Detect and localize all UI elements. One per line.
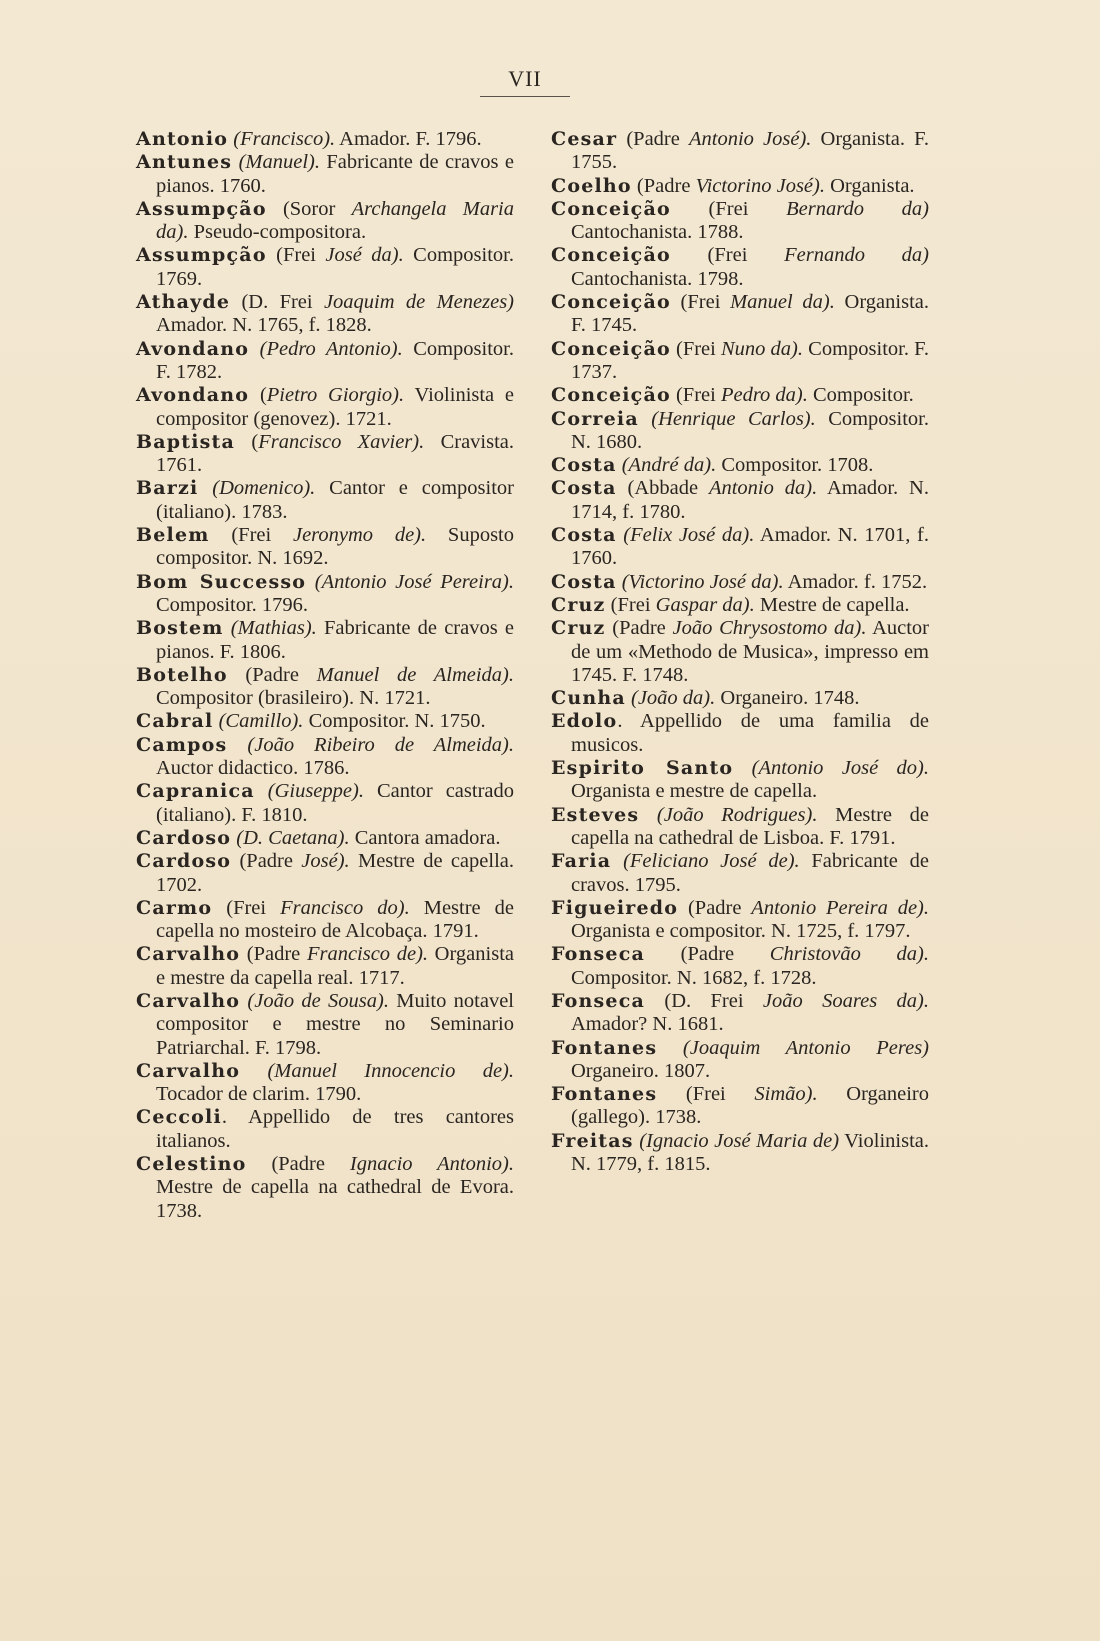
dictionary-entry: [551, 850, 929, 897]
dictionary-entry: [551, 524, 929, 571]
entry-given-name: (Camillo).: [218, 710, 304, 733]
entry-name: Costa: [551, 570, 617, 593]
dictionary-entry: [551, 687, 929, 710]
entry-given-name: João Soares da).: [762, 989, 929, 1012]
entry-given-name: Antonio Pereira de).: [751, 896, 929, 919]
entry-name: Conceição: [551, 291, 671, 314]
entry-given-name: (Victorino José da).: [621, 570, 784, 593]
entry-given-name: Manuel da).: [730, 291, 835, 314]
entry-given-name: José).: [301, 850, 350, 873]
dictionary-entry: [551, 594, 929, 617]
entry-text: Cantor e compositor (italiano). 1783.: [156, 477, 514, 523]
dictionary-entry: [136, 617, 514, 664]
entry-text: [306, 571, 315, 593]
entry-name: Ceccoli: [136, 1106, 222, 1129]
entry-text: [639, 804, 657, 826]
entry-name: Conceição: [551, 244, 671, 267]
dictionary-entry: [136, 850, 514, 897]
dictionary-entry: [551, 477, 929, 524]
entry-text: Amador. f. 1752.: [783, 570, 928, 593]
entry-given-name: (Giuseppe).: [267, 780, 364, 803]
entry-name: Antonio: [136, 128, 229, 150]
entry-given-name: (Antonio José Pereira).: [314, 570, 515, 593]
entry-text: Auctor didactico. 1786.: [156, 757, 350, 780]
entry-text: Tocador de clarim. 1790.: [156, 1083, 362, 1106]
dictionary-entry: [551, 454, 929, 477]
entry-given-name: (Antonio José do).: [751, 757, 929, 780]
dictionary-entry: [136, 827, 514, 850]
entry-text: Organista. F. 1745.: [571, 291, 929, 337]
dictionary-entry: [136, 431, 514, 478]
entry-given-name: Joaquim de Menezes): [323, 291, 515, 314]
entry-text: (Padre: [645, 943, 770, 966]
entry-text: . Appellido de tres cantores italianos.: [156, 1106, 514, 1152]
entry-text: (: [249, 384, 267, 407]
entry-given-name: Bernardo da): [786, 197, 929, 220]
entry-text: (Padre: [617, 128, 689, 150]
entry-name: Cardoso: [136, 850, 232, 873]
entry-given-name: Francisco do).: [280, 896, 410, 919]
entry-text: (Frei: [670, 337, 721, 360]
dictionary-entry: [551, 291, 929, 338]
dictionary-entry: [551, 1130, 929, 1177]
entry-name: Celestino: [136, 1153, 247, 1176]
entry-given-name: João Chrysostomo da).: [672, 617, 867, 640]
entry-text: Violinista e compositor (genovez). 1721.: [156, 384, 515, 430]
entry-name: Costa: [551, 477, 617, 500]
entry-text: Amador. N. 1701, f. 1760.: [571, 524, 930, 570]
dictionary-entry: [551, 384, 929, 407]
entry-given-name: (João da).: [631, 687, 716, 710]
entry-text: (Padre: [605, 617, 673, 640]
entry-text: Mestre de capella. 1702.: [156, 850, 514, 896]
page-number: VII: [480, 66, 570, 97]
entry-text: Compositor. 1708.: [716, 454, 874, 477]
entry-text: Organista. F. 1755.: [571, 128, 929, 174]
entry-given-name: Jeronymo de).: [292, 524, 427, 547]
entry-text: Compositor. N. 1680.: [571, 407, 929, 453]
dictionary-entry: [551, 175, 929, 198]
entry-given-name: Fernando da): [784, 244, 929, 267]
entry-text: [639, 408, 651, 430]
dictionary-entry: [136, 734, 514, 781]
entry-text: Compositor. F. 1737.: [571, 337, 929, 383]
dictionary-entry: [551, 408, 929, 455]
dictionary-entry: [136, 291, 514, 338]
entry-given-name: Archangela Maria da).: [156, 197, 514, 244]
entry-given-name: Pedro da).: [720, 384, 808, 407]
entry-text: (Frei: [605, 593, 656, 616]
dictionary-entry: [551, 943, 929, 990]
entry-given-name: (Francisco).: [233, 128, 336, 150]
entry-name: Assumpção: [136, 244, 267, 267]
dictionary-entry: [136, 1106, 514, 1153]
entry-text: (Padre: [227, 663, 317, 686]
entry-name: Fontanes: [551, 1036, 658, 1059]
entry-given-name: Manuel de Almeida).: [316, 663, 514, 686]
entry-given-name: Ignacio Antonio).: [349, 1153, 514, 1176]
dictionary-entry: [136, 477, 514, 524]
entry-text: Compositor. 1796.: [156, 593, 309, 616]
entry-name: Assumpção: [136, 197, 267, 220]
dictionary-entry: [551, 990, 929, 1037]
entry-text: Suposto compositor. N. 1692.: [156, 524, 514, 570]
entry-text: (Frei: [670, 291, 731, 314]
entry-given-name: Pietro Giorgio).: [266, 384, 405, 407]
entry-given-name: José da).: [325, 244, 404, 267]
entry-name: Antunes: [136, 151, 233, 174]
entry-text: Fabricante de cravos. 1795.: [571, 850, 930, 896]
dictionary-entry: [136, 664, 514, 711]
entry-text: (Frei: [670, 244, 785, 267]
dictionary-entry: [551, 338, 929, 385]
entry-name: Carvalho: [136, 989, 241, 1012]
entry-given-name: (Manuel).: [238, 151, 320, 174]
entry-text: Organista.: [824, 174, 915, 197]
entry-name: Campos: [136, 733, 228, 756]
entry-name: Belem: [136, 524, 210, 547]
entry-text: (Padre: [240, 943, 307, 966]
entry-text: Compositor. 1769.: [156, 244, 514, 290]
entry-text: Compositor (brasileiro). N. 1721.: [156, 687, 431, 710]
entry-text: [249, 338, 259, 360]
entry-given-name: (André da).: [621, 454, 717, 477]
entry-name: Fonseca: [551, 943, 646, 966]
entry-given-name: Francisco Xavier).: [258, 430, 425, 453]
entry-text: Fabricante de cravos e pianos. 1760.: [156, 151, 515, 197]
entry-text: Organeiro (gallego). 1738.: [571, 1083, 929, 1129]
entry-text: Mestre de capella na cathedral de Lisboa. F. 1791.: [571, 803, 930, 849]
entry-given-name: (Henrique Carlos).: [651, 407, 816, 430]
entry-text: (Frei: [209, 524, 293, 547]
entry-name: Figueiredo: [551, 896, 679, 919]
entry-name: Faria: [551, 850, 612, 873]
entry-text: [240, 1060, 267, 1082]
entry-text: Cravista. 1761.: [156, 430, 515, 477]
entry-given-name: (Joaquim Antonio Peres): [682, 1036, 929, 1059]
dictionary-entry: [551, 710, 929, 757]
entry-text: Cantor castrado (italiano). F. 1810.: [156, 780, 515, 826]
entry-name: Freitas: [551, 1129, 634, 1152]
entry-text: Amador. F. 1796.: [335, 128, 482, 150]
entry-text: (Abbade: [616, 477, 709, 500]
entry-text: (: [235, 430, 259, 453]
entry-text: Organista e compositor. N. 1725, f. 1797.: [571, 920, 911, 943]
entry-name: Conceição: [551, 197, 671, 220]
entry-text: (Padre: [231, 850, 302, 873]
entry-given-name: (Domenico).: [212, 477, 316, 500]
entry-text: [733, 757, 751, 779]
entry-text: Organista e mestre de capella.: [571, 780, 818, 803]
entry-text: Violinista. N. 1779, f. 1815.: [571, 1129, 929, 1176]
dictionary-entry: [551, 198, 929, 245]
entry-text: Fabricante de cravos e pianos. F. 1806.: [156, 617, 514, 663]
entry-text: Mestre de capella no mosteiro de Alcobaça. 1791.: [156, 896, 514, 943]
entry-name: Cesar: [551, 128, 618, 150]
entry-text: Amador? N. 1681.: [571, 1013, 724, 1036]
entry-given-name: Victorino José).: [695, 174, 825, 197]
entry-text: Compositor. N. 1682, f. 1728.: [571, 966, 817, 989]
dictionary-entry: [136, 151, 514, 198]
entry-name: Cruz: [551, 617, 606, 640]
dictionary-entry: [136, 244, 514, 291]
entry-text: Amador. N. 1714, f. 1780.: [571, 477, 929, 523]
entry-text: Mestre de capella.: [754, 593, 910, 616]
dictionary-entry: [136, 524, 514, 571]
dictionary-entry: [136, 1060, 514, 1107]
entry-given-name: (Manuel Innocencio de).: [267, 1059, 514, 1082]
dictionary-entry: [551, 897, 929, 944]
dictionary-entry: [136, 338, 514, 385]
left-column: [136, 128, 514, 1223]
entry-given-name: (Pedro Antonio).: [259, 337, 403, 360]
entry-given-name: (João Ribeiro de Almeida).: [247, 733, 514, 756]
entry-text: (Padre: [678, 896, 752, 919]
entry-name: Baptista: [136, 430, 236, 453]
entry-name: Capranica: [136, 780, 255, 803]
dictionary-entry: [551, 244, 929, 291]
entry-name: Athayde: [136, 291, 231, 314]
entry-given-name: Antonio da).: [708, 477, 818, 500]
entry-given-name: (D. Caetana).: [236, 826, 350, 849]
entry-name: Costa: [551, 524, 617, 547]
dictionary-entry: [136, 571, 514, 618]
entry-text: (Padre: [246, 1153, 350, 1176]
dictionary-entry: [551, 1083, 929, 1130]
entry-given-name: Antonio José).: [688, 128, 812, 150]
entry-name: Avondano: [136, 384, 250, 407]
entry-name: Bostem: [136, 617, 224, 640]
entry-name: Esteves: [551, 803, 640, 826]
entry-text: Auctor de um «Methodo de Musica», impresso em 1745. F. 1748.: [571, 617, 929, 686]
entry-name: Conceição: [551, 384, 671, 407]
entry-text: (Frei: [657, 1083, 755, 1106]
dictionary-entry: [136, 780, 514, 827]
dictionary-entry: [136, 990, 514, 1060]
entry-text: Organista e mestre da capella real. 1717.: [156, 943, 514, 989]
entry-text: Mestre de capella na cathedral de Evora. 1738.: [156, 1176, 514, 1222]
entry-name: Carvalho: [136, 1059, 241, 1082]
entry-name: Carmo: [136, 896, 213, 919]
dictionary-entry: [551, 571, 929, 594]
entry-given-name: (Felix José da).: [623, 524, 755, 547]
entry-given-name: (João de Sousa).: [247, 989, 389, 1012]
entry-name: Cabral: [136, 710, 214, 733]
entry-text: [657, 1037, 683, 1059]
entry-name: Fontanes: [551, 1083, 658, 1106]
entry-name: Coelho: [551, 174, 632, 197]
entry-given-name: Gaspar da).: [655, 593, 755, 616]
entry-name: Cunha: [551, 687, 626, 710]
entry-text: [255, 780, 268, 802]
dictionary-entry: [136, 198, 514, 245]
entry-text: (Padre: [631, 174, 696, 197]
dictionary-entry: [136, 710, 514, 733]
entry-given-name: (João Rodrigues).: [656, 803, 818, 826]
entry-name: Carvalho: [136, 943, 241, 966]
entry-name: Bom Successo: [136, 570, 307, 593]
entry-text: Compositor.: [807, 384, 914, 407]
entry-text: Organeiro. 1807.: [571, 1059, 711, 1082]
entry-given-name: (Ignacio José Maria de): [639, 1129, 840, 1152]
entry-text: (Frei: [670, 197, 787, 220]
entry-text: (Frei: [670, 384, 721, 407]
entry-given-name: Francisco de).: [306, 943, 429, 966]
entry-text: Muito notavel compositor e mestre no Seminario Patriarchal. F. 1798.: [156, 989, 514, 1059]
entry-given-name: (Feliciano José de).: [623, 850, 800, 873]
entry-text: Cantochanista. 1788.: [571, 221, 744, 244]
entry-text: Compositor. N. 1750.: [303, 710, 486, 733]
entry-text: . Appellido de uma familia de musicos.: [571, 710, 929, 756]
entry-text: (D. Frei: [230, 291, 324, 314]
dictionary-entry: [551, 1037, 929, 1084]
entry-text: Cantora amadora.: [349, 826, 501, 849]
dictionary-entry: [551, 128, 929, 175]
entry-text: Pseudo-compositora.: [188, 221, 367, 244]
dictionary-entry: [136, 943, 514, 990]
entry-name: Conceição: [551, 337, 671, 360]
entry-text: Cantochanista. 1798.: [571, 267, 744, 290]
entry-text: (D. Frei: [645, 989, 763, 1012]
dictionary-entry: [136, 128, 514, 151]
entry-given-name: Christovão da).: [769, 943, 929, 966]
entry-name: Botelho: [136, 663, 228, 686]
entry-text: Compositor. F. 1782.: [156, 337, 515, 383]
entry-name: Cruz: [551, 593, 606, 616]
dictionary-entry: [551, 757, 929, 804]
right-column: [551, 128, 929, 1176]
entry-text: [198, 477, 212, 499]
entry-text: [224, 617, 231, 639]
entry-name: Fonseca: [551, 989, 646, 1012]
entry-text: (Frei: [266, 244, 326, 267]
entry-given-name: (Mathias).: [230, 617, 317, 640]
entry-text: Organeiro. 1748.: [715, 687, 860, 710]
entry-name: Edolo: [551, 710, 618, 733]
dictionary-entry: [551, 617, 929, 687]
entry-name: Costa: [551, 454, 617, 477]
entry-name: Espirito Santo: [551, 757, 734, 780]
entry-text: [227, 734, 247, 756]
entry-name: Correia: [551, 407, 639, 430]
entry-name: Avondano: [136, 337, 250, 360]
entry-given-name: Simão).: [754, 1083, 818, 1106]
entry-text: (Soror: [266, 197, 352, 220]
dictionary-entry: [136, 384, 514, 431]
entry-text: [611, 850, 623, 872]
entry-text: Amador. N. 1765, f. 1828.: [156, 314, 372, 337]
entry-name: Cardoso: [136, 826, 232, 849]
dictionary-entry: [136, 897, 514, 944]
dictionary-entry: [551, 804, 929, 851]
entry-given-name: Nuno da).: [720, 337, 804, 360]
entry-name: Barzi: [136, 477, 199, 500]
entry-text: (Frei: [212, 896, 281, 919]
dictionary-entry: [136, 1153, 514, 1223]
